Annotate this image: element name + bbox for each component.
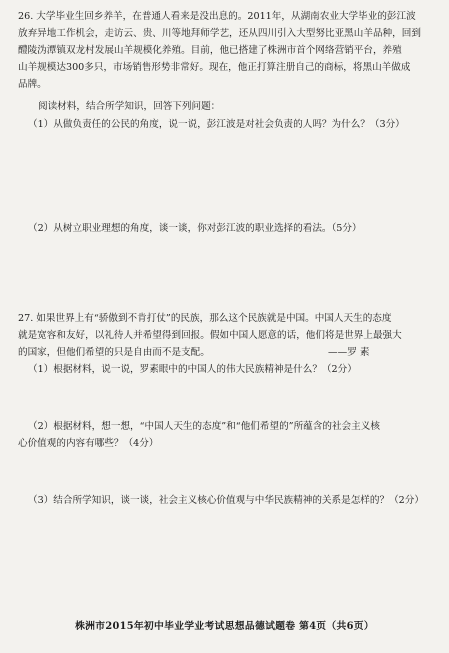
- q27-sub-question-2-line-1: （2）根据材料，想一想，“中国人天生的态度”和“他们希望的”所蕴含的社会主义核: [28, 421, 380, 432]
- q27-sub-question-1: （1）根据材料，说一说，罗素眼中的中国人的伟大民族精神是什么？（2分）: [28, 364, 357, 375]
- q26-line-4: 山羊规模达300多只，市场销售形势非常好。现在，他正打算注册自己的商标，将黑山羊做成: [18, 62, 411, 73]
- q26-sub-question-2: （2）从树立职业理想的角度，谈一谈，你对彭江波的职业选择的看法。（5分）: [28, 223, 362, 234]
- q27-line-1: 27. 如果世界上有“骄傲到不肯打仗”的民族，那么这个民族就是中国。中国人天生的态度: [18, 313, 392, 324]
- q27-attribution: ——罗 素: [328, 347, 370, 358]
- q26-line-2: 放弃异地工作机会，走访云、贵、川等地拜师学艺，还从四川引入大型努比亚黑山羊品种，回到: [18, 28, 421, 39]
- page-footer: 株洲市2015年初中毕业学业考试思想品德试题卷 第4页（共6页）: [75, 621, 374, 632]
- q27-line-3: 的国家，但他们希望的只是自由而不是支配。: [18, 347, 210, 358]
- q27-sub-question-2-line-2: 心价值观的内容有哪些？（4分）: [18, 438, 159, 449]
- q26-sub-question-1: （1）从做负责任的公民的角度，说一说，彭江波是对社会负责的人吗？为什么？（3分）: [28, 119, 405, 130]
- q26-line-1: 26. 大学毕业生回乡养羊，在普通人看来是没出息的。2011年，从湖南农业大学毕业的彭江波: [18, 11, 416, 22]
- q27-sub-question-3: （3）结合所学知识，谈一谈，社会主义核心价值观与中华民族精神的关系是怎样的？（2分）: [28, 495, 424, 506]
- q26-line-5: 品牌。: [18, 79, 47, 90]
- q26-line-3: 醴陵沩潭镇双龙村发展山羊规模化养殖。目前，他已搭建了株洲市首个网络营销平台，养殖: [18, 45, 402, 56]
- q26-intro: 阅读材料，结合所学知识，回答下列问题：: [38, 101, 221, 112]
- q27-line-2: 就是宽容和友好，以礼待人并希望得到回报。假如中国人愿意的话，他们将是世界上最强大: [18, 330, 402, 341]
